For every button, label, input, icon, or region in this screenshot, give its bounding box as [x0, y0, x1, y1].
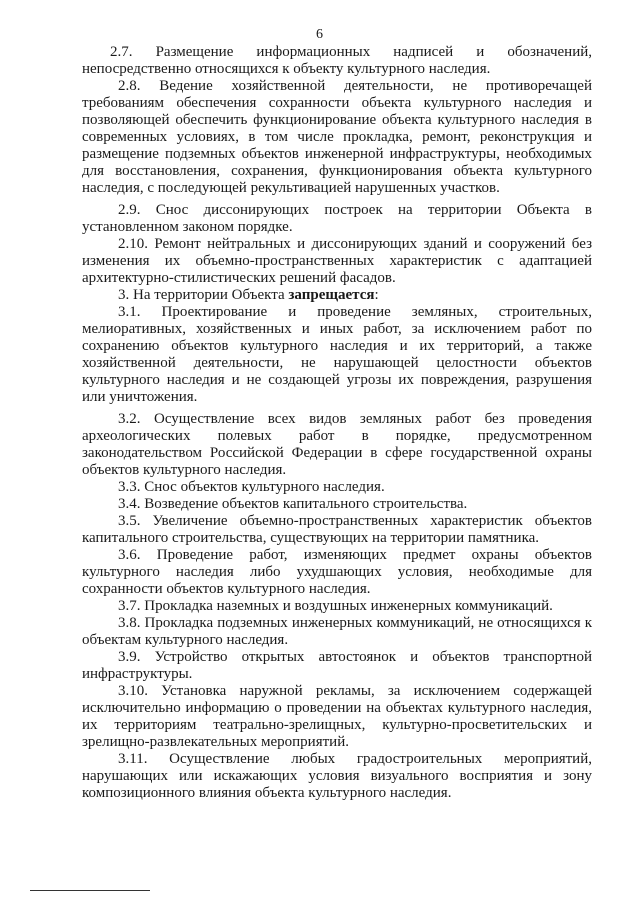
page-number: 6 [316, 27, 323, 42]
document-body [82, 44, 592, 802]
paragraph-3-1: 3.1. Проектирование и проведение земляных, строительных, мелиоративных, хозяйственных и иных работ, за исключением работ по сохранению объектов культурного наследия и их территорий, а также хозяйственной деятельности, не нарушающей целостности объектов культурного наследия и не создающей угрозы их повреждения, разрушения или уничтожения. [82, 304, 592, 405]
paragraph-3-heading [82, 287, 592, 304]
paragraph-3-text: 3. На территории Объекта [118, 287, 289, 303]
paragraph-3-bold: запрещается [288, 287, 375, 303]
paragraph-3-3: 3.3. Снос объектов культурного наследия. [118, 479, 385, 495]
paragraph-3-5: 3.5. Увеличение объемно-пространственных характеристик объектов капитального строительства, существующих на территории памятника. [82, 513, 592, 546]
paragraph-3-9: 3.9. Устройство открытых автостоянок и объектов транспортной инфраструктуры. [82, 649, 592, 682]
paragraph-3-8: 3.8. Прокладка подземных инженерных коммуникаций, не относящихся к объектам культурного наследия. [82, 615, 592, 648]
paragraph-2-8: 2.8. Ведение хозяйственной деятельности, не противоречащей требованиям обеспечения сохранности объекта культурного наследия и позволяющей обеспечить функционирование объекта культурного наследия в современных условиях, в том числе прокладка, ремонт, реконструкция и размещение подземных объектов инженерной инфраструктуры, необходимых для восстановления, сохранения, функционирования объекта культурного наследия, с последующей рекультивацией нарушенных участков. [82, 78, 592, 196]
paragraph-3-2: 3.2. Осуществление всех видов земляных работ без проведения археологических полевых работ в порядке, предусмотренном законодательством Российской Федерации в сфере государственной охраны объектов культурного наследия. [82, 411, 592, 478]
paragraph-3-10: 3.10. Установка наружной рекламы, за исключением содержащей исключительно информацию о проведении на объектах культурного наследия, их территориям театрально-зрелищных, культурно-просветительских и зрелищно-развлекательных мероприятий. [82, 683, 592, 750]
paragraph-3-colon: : [374, 287, 379, 303]
footnote-divider [30, 890, 150, 891]
paragraph-2-10: 2.10. Ремонт нейтральных и диссонирующих зданий и сооружений без изменения их объемно-пространственных характеристик с адаптацией архитектурно-стилистических решений фасадов. [82, 236, 592, 286]
paragraph-3-6: 3.6. Проведение работ, изменяющих предмет охраны объектов культурного наследия либо ухудшающих условия, необходимые для сохранности объектов культурного наследия. [82, 547, 592, 597]
paragraph-2-7: 2.7. Размещение информационных надписей и обозначений, непосредственно относящихся к объекту культурного наследия. [82, 44, 592, 77]
paragraph-3-4: 3.4. Возведение объектов капитального строительства. [118, 496, 468, 512]
paragraph-3-7: 3.7. Прокладка наземных и воздушных инженерных коммуникаций. [118, 598, 553, 614]
paragraph-2-9: 2.9. Снос диссонирующих построек на территории Объекта в установленном законом порядке. [82, 202, 592, 235]
paragraph-3-11: 3.11. Осуществление любых градостроительных мероприятий, нарушающих или искажающих условия визуального восприятия и зону композиционного влияния объекта культурного наследия. [82, 751, 592, 801]
